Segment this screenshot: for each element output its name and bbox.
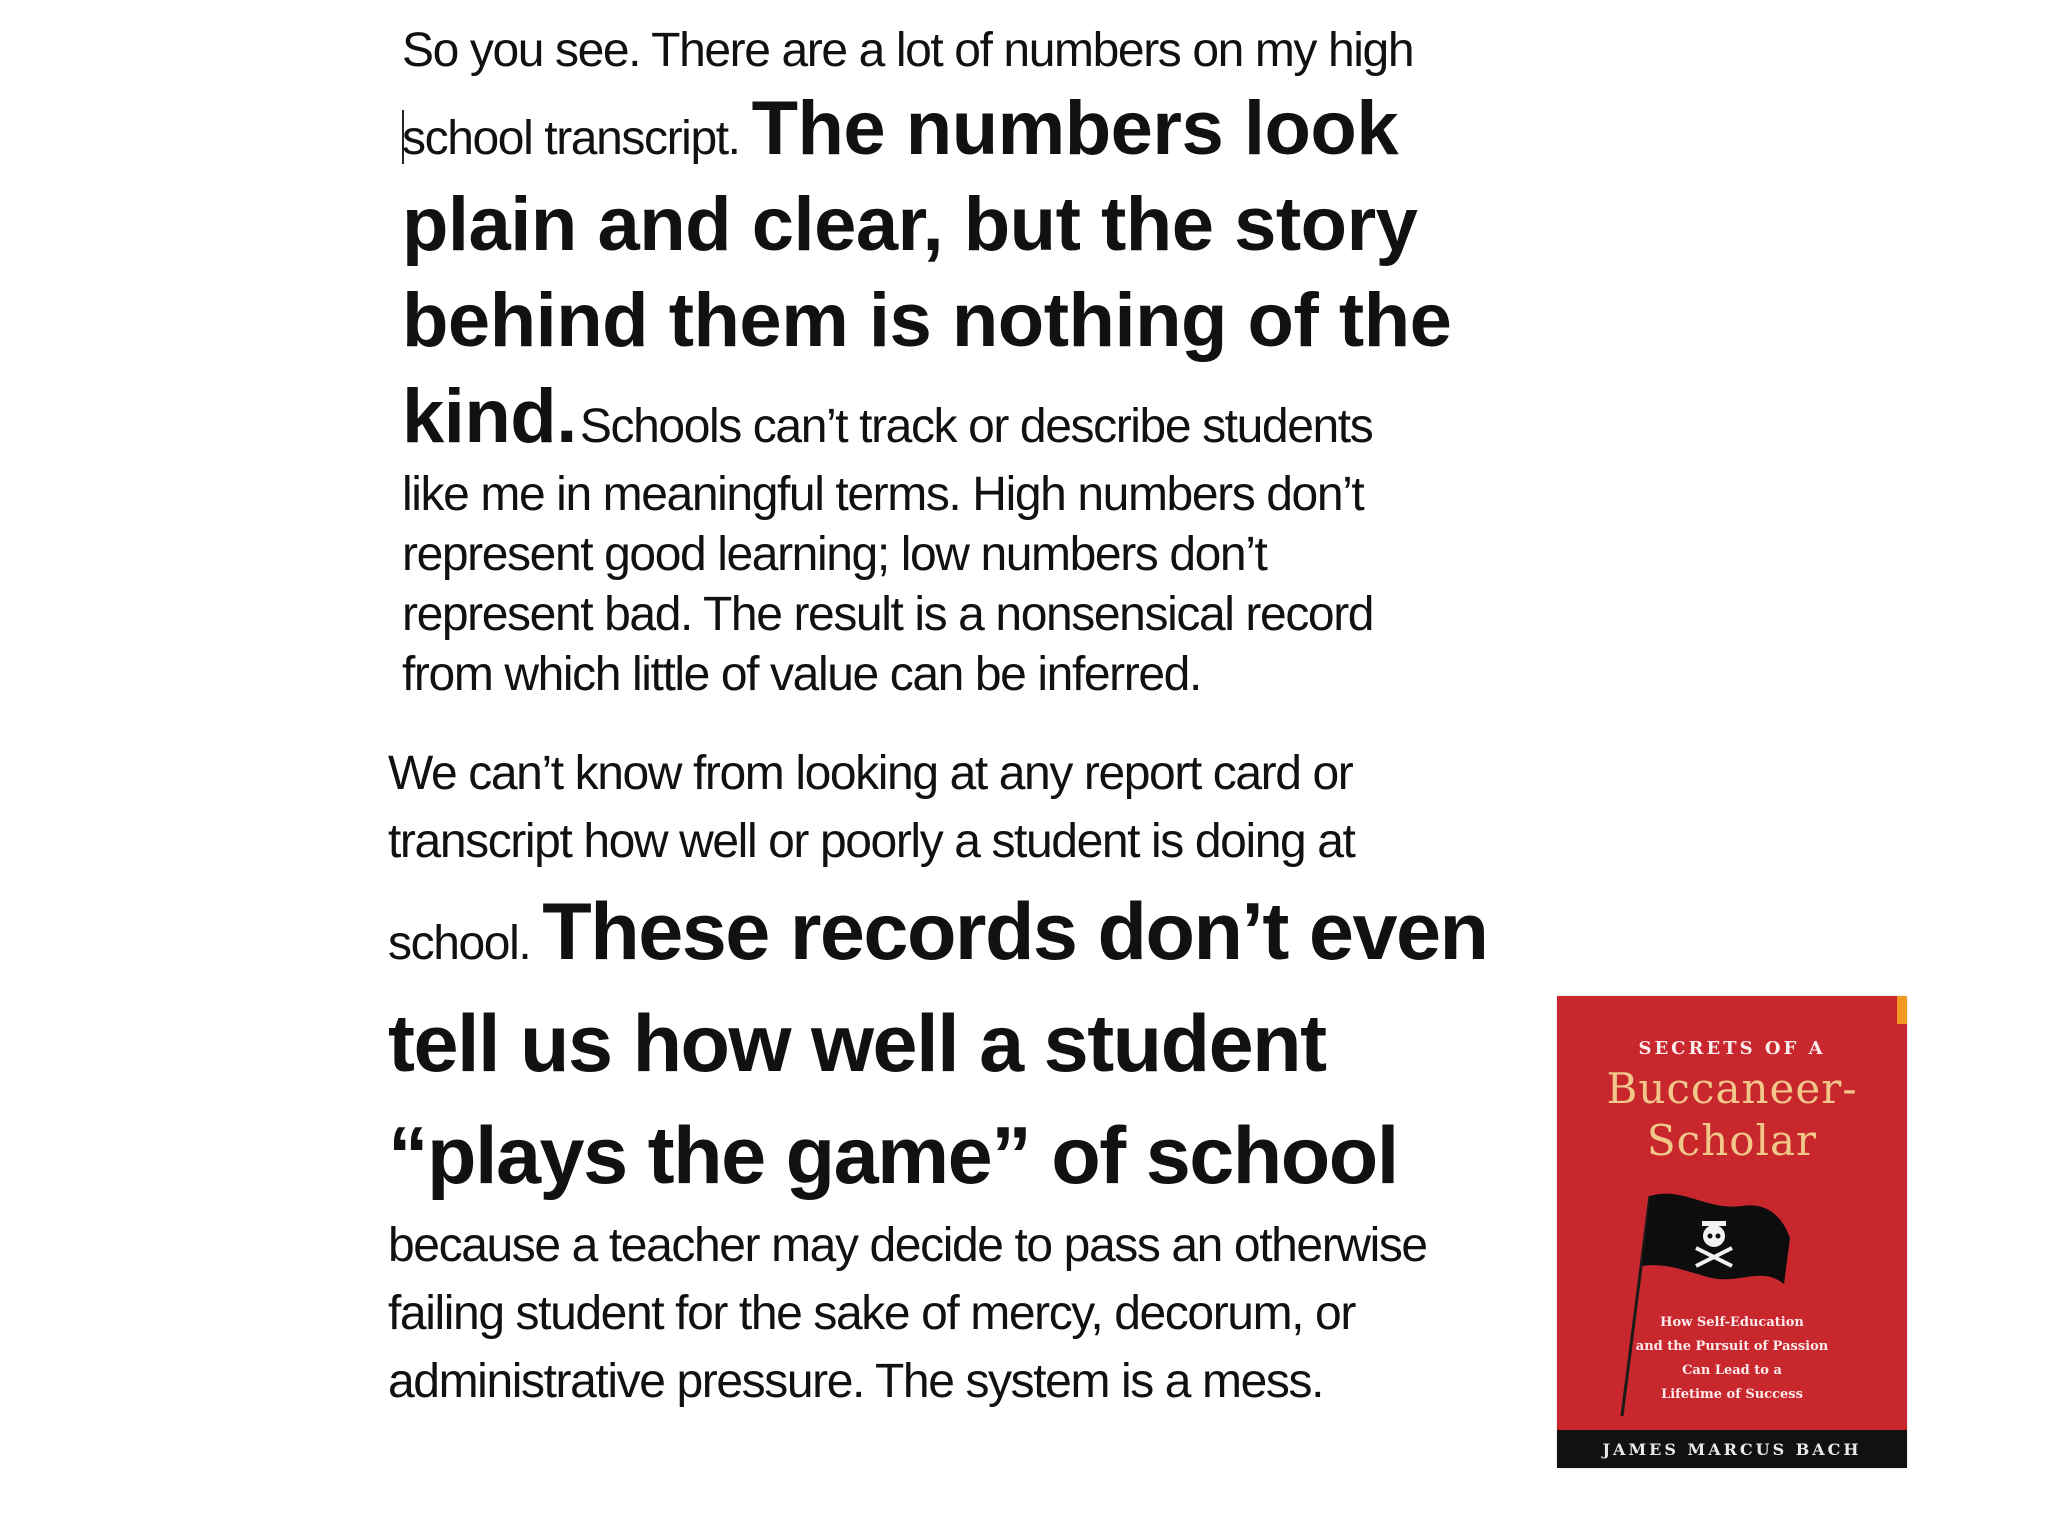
paragraph-transcript: [402, 20, 1522, 705]
book-subtitle-line4: Lifetime of Success: [1661, 1387, 1803, 1402]
book-subtitle: [1557, 1311, 1907, 1407]
paragraph2-line-c: administrative pressure. The system is a mess.: [388, 1355, 1324, 1408]
book-subtitle-line1: How Self-Education: [1660, 1315, 1804, 1330]
book-author: JAMES MARCUS BACH: [1602, 1440, 1862, 1459]
book-subtitle-line3: Can Lead to a: [1682, 1363, 1782, 1378]
paragraph2-line3: school.: [388, 917, 543, 970]
paragraph1-emphasis: The numbers look plain and clear, but the story behind them is nothing of the kind.: [402, 86, 1452, 459]
book-title-line2: Scholar: [1646, 1116, 1818, 1165]
book-subtitle-line2: and the Pursuit of Passion: [1635, 1339, 1829, 1354]
paragraph-report-card: [388, 740, 1518, 1416]
paragraph1-line-d: from which little of value can be inferred.: [402, 648, 1201, 701]
paragraph1-line1: So you see. There are a lot of numbers on my high: [402, 24, 1414, 77]
book-cover-image: [1557, 996, 1907, 1468]
paragraph2-line1: We can’t know from looking at any report card or: [388, 747, 1353, 800]
paragraph1-line-a: like me in meaningful terms. High numbers don’t: [402, 468, 1364, 521]
paragraph1-emphasis-block: [402, 81, 1522, 465]
paragraph2-emphasis: These records don’t even tell us how well a student “plays the game” of school: [388, 887, 1488, 1201]
paragraph1-rest: Schools can’t track or describe students: [579, 400, 1373, 453]
paragraph2-line2: transcript how well or poorly a student is doing at: [388, 815, 1355, 868]
paragraph1-line2: school transcript.: [402, 112, 752, 165]
bookmark-tag: [1897, 996, 1907, 1024]
book-title-line1: Buccaneer-: [1606, 1064, 1858, 1113]
book-kicker: SECRETS OF A: [1638, 1038, 1826, 1059]
paragraph1-line-b: represent good learning; low numbers don’t: [402, 528, 1267, 581]
paragraph2-line-b: failing student for the sake of mercy, decorum, or: [388, 1287, 1355, 1340]
paragraph2-emphasis-block: [388, 876, 1518, 1212]
paragraph1-line-c: represent bad. The result is a nonsensical record: [402, 588, 1374, 641]
paragraph2-line-a: because a teacher may decide to pass an otherwise: [388, 1219, 1427, 1272]
